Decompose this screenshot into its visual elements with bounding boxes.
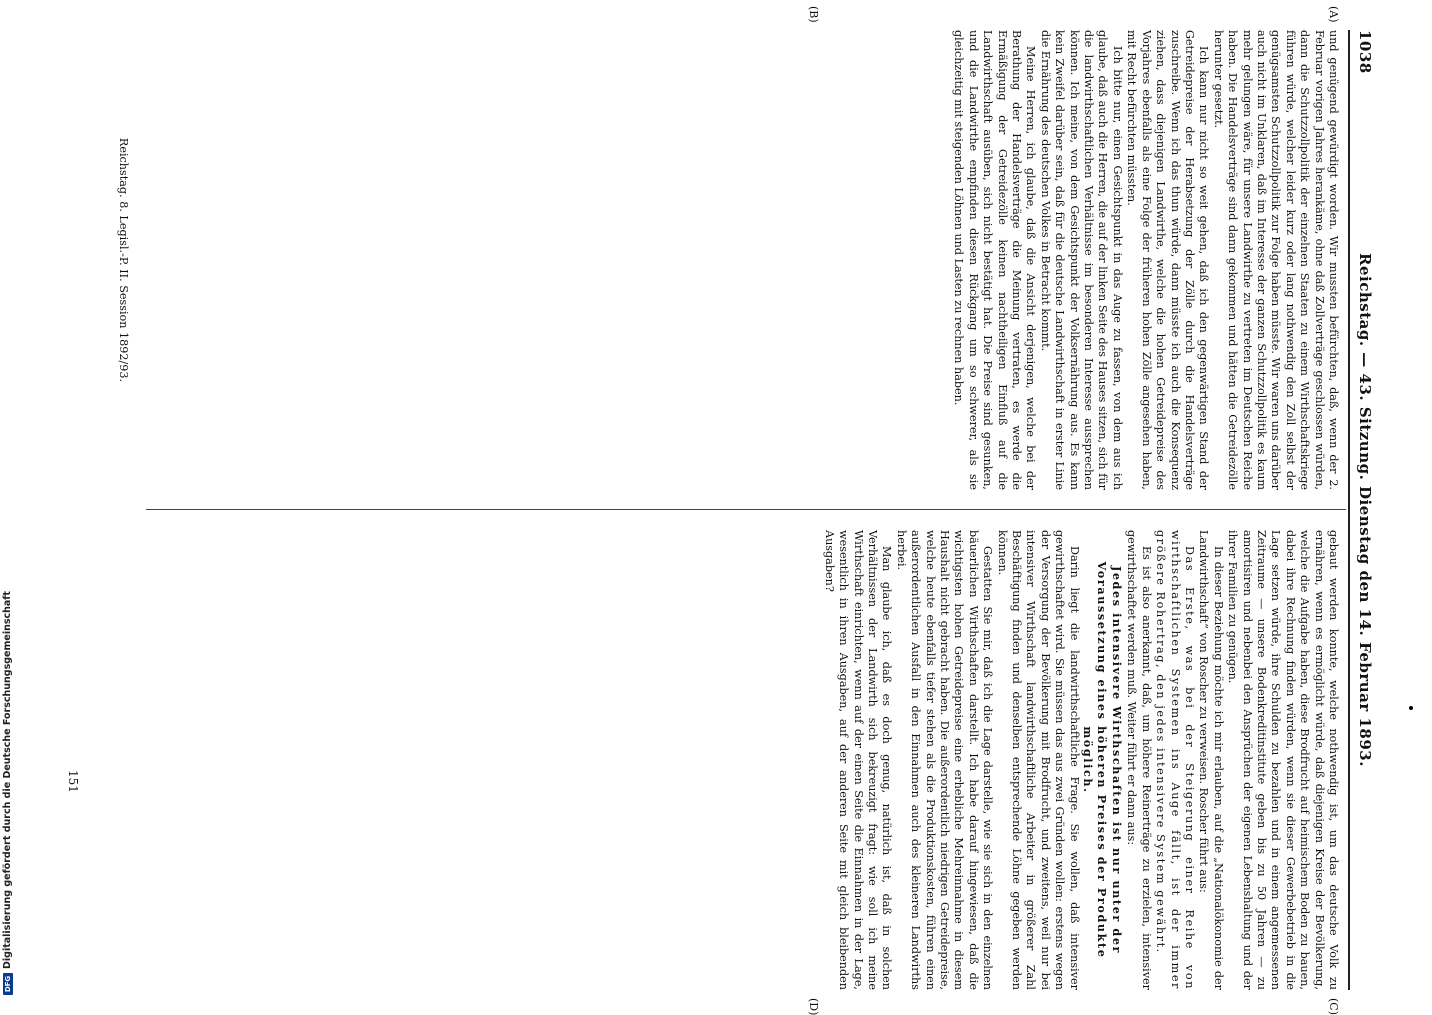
page-header [1350, 30, 1380, 990]
margin-marker-a: (A) [1327, 6, 1340, 23]
column-divider [146, 509, 1346, 510]
paragraph: gebaut werden konnte, welche nothwendig ist, um das deutsche Volk zu ernähren, wenn es ermöglicht würde, daß diejenigen Kreise der Bevölkerung, welche die Aufgabe haben, diese Brodfrucht auf heimischem Boden zu bauen, dabei ihre Rechnung finden würden, wenn sie dieser Gewerbebetrieb in die Lage setzen würde, ihre Schulden zu bezahlen und in einem angemessenen Zeitraume — unsere Bodenkreditinstitute geben bis zu 50 Jahren — zu amortisiren und nebenbei den Ansprüchen der eigenen Lebenshaltung und der ihrer Familien zu genügen. [1226, 530, 1340, 990]
document-page [40, 6, 1380, 1015]
paragraph: Ich kann nur nicht so weit gehen, daß ich den gegenwärtigen Stand der Getreidepreise der Herabsetzung der Zölle durch die Handelsverträge zuschreibe. Wenn ich das thun würde, dann müsste ich auch die Konsequenz ziehen, dass diejenigen Landwirthe, welche die hohen Getreidepreise des Vorjahres ebenfalls als eine Folge der früheren hohen Zölle angesehen haben, mit Recht befürchten müssten. [1125, 30, 1211, 490]
margin-marker-c: (C) [1327, 998, 1340, 1015]
paragraph: Ich bitte nur, einen Gesichtspunkt in das Auge zu fassen, von dem aus ich glaube, daß auch die Herren, die auf der linken Seite des Hauses sitzen, sich für die landwirthschaftlichen Verhältnisse im besonderen Interesse aussprechen können. Ich meine, von dem Gesichtspunkt der Volksernährung aus. Es kann kein Zweifel darüber sein, daß für die deutsche Landwirthschaft in erster Linie die Ernährung des deutschen Volkes in Betracht kommt. [1038, 30, 1124, 490]
margin-marker-b: (B) [807, 6, 820, 23]
scan-dot-mark [1409, 706, 1413, 710]
page-title: Reichstag. — 43. Sitzung. Dienstag den 14. Februar 1893. [1356, 253, 1374, 767]
paragraph: Darin liegt die landwirthschaftliche Frage. Sie wollen, daß intensiver gewirthschaftet wird. Sie müssen das aus zwei Gründen wollen: erstens wegen der Versorgung der Bevölkerung mit Brodfrucht, und zweitens, weil nur bei intensiver Wirthschaft landwirthschaftliche Arbeiter in größerer Zahl Beschäftigung finden und denselben entsprechende Löhne gegeben werden können. [995, 530, 1081, 990]
paragraph: Gestatten Sie mir, daß ich die Lage darstelle, wie sie sich in den einzelnen bäuerlichen Wirthschaften darstellt. Ich habe darauf hingewiesen, daß die wichtigsten hohen Getreidepreise eine erhebliche Mehreinnahme in diesem Haushalt nicht gebracht haben. Die außerordentlich niedrigen Getreidepreise, welche heute ebenfalls tiefer stehen als die Produktionskosten, führen einen außerordentlichen Ausfall in den Einnahmen auch des kleineren Landwirths herbei. [894, 530, 995, 990]
credit-text: Digitalisierung gefördert durch die Deutsche Forschungsgemeinschaft [2, 591, 13, 969]
dfg-logo-icon: DFG [3, 973, 13, 995]
signature-number: 151 [66, 770, 80, 793]
right-column [821, 530, 1340, 990]
left-column [951, 30, 1340, 490]
paragraph: In dieser Beziehung möchte ich mir erlauben, auf die „Nationalökonomie der Landwirthschaft“ von Roscher zu verweisen. Roscher führt aus: [1197, 530, 1225, 990]
paragraph: Es ist also anerkannt, daß, um höhere Reinerträge zu erzielen, intensiver gewirthschaftet werden muß. Weiter führt er dann aus: [1125, 530, 1153, 990]
digitization-credit [2, 591, 13, 995]
quote-paragraph: Jedes intensivere Wirthschaften ist nur unter der Voraussetzung eines höheren Preises der Produkte möglich. [1081, 561, 1124, 959]
header-rule [1348, 30, 1350, 990]
margin-marker-d: (D) [807, 998, 820, 1015]
paragraph: Man glaube ich, daß es doch genug, natürlich ist, daß in solchen Verhältnissen der Landwirth sich bekreuzigt fragt: wie soll ich meine Wirthschaft einrichten, wenn auf der einen Seite die Einnahmen in der Lage, wesentlich in ihren Ausgaben, auf der anderen Seite mit gleich bleibenden Ausgaben? [822, 530, 894, 990]
page-footer: Reichstag. 8. Legisl.-P. II. Session 1892/93. [117, 137, 130, 383]
page-number: 1038 [1356, 30, 1374, 74]
paragraph: Meine Herren, ich glaube, daß die Ansicht derjenigen, welche bei der Berathung der Handelsverträge die Meinung vertraten, es werde die Ermäßigung der Getreidezölle keinen nachtheiligen Einfluß auf die Landwirthschaft ausüben, sich nicht bestätigt hat. Die Preise sind gesunken, und die Landwirthe empfinden diesen Rückgang um so schwerer, als sie gleichzeitig mit steigenden Löhnen und Lasten zu rechnen haben. [952, 30, 1038, 490]
paragraph: und genügend gewürdigt worden. Wir mussten befürchten, daß, wenn der 2. Februar vorigen Jahres herankäme, ohne daß Zollverträge geschlossen würden, dann die Schutzzollpolitik der einzelnen Staaten zu einem Wirthschaftskriege führen würde, welcher leider kurz oder lang nothwendig den Zoll selbst der genügsamsten Schutzzollpolitik zur Folge haben müsste. Wir waren uns darüber auch nicht im Unklaren, daß im Interesse der ganzen Schutzzollpolitik es kaum mehr gelungen wäre, für unsere Landwirthe zu vertreten im Deutschen Reiche haben. Die Handelsverträge sind dann gekommen und hätten die Getreidezölle herunter gesetzt. [1211, 30, 1340, 490]
quote-paragraph: Das Erste, was bei der Steigerung einer Reihe von wirthschaftlichen Systemen ins Auge fällt, ist der immer größere Rohertrag, den jedes intensivere System gewährt. [1154, 530, 1196, 990]
